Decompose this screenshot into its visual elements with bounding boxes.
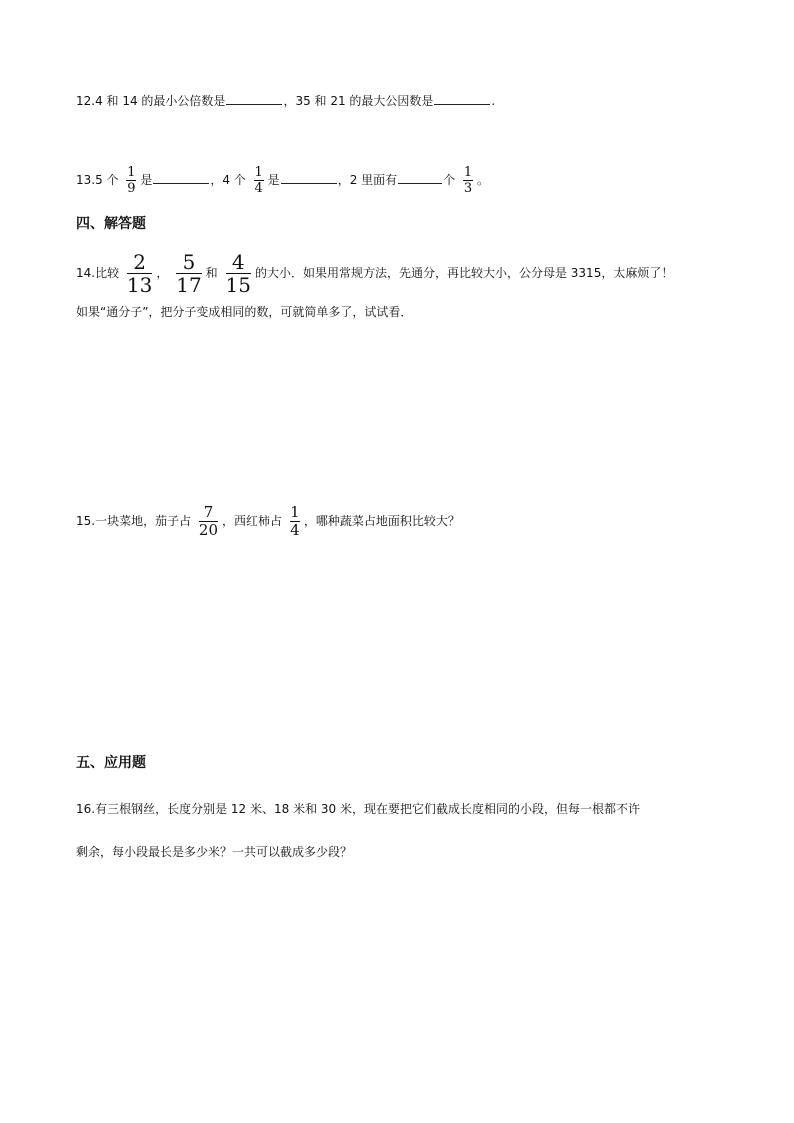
fraction [226,252,251,295]
q15-text-1: 15.一块菜地，茄子占 [76,514,192,528]
q14-separator: ， [156,266,169,280]
fraction-numerator: 5 [182,250,196,274]
question-16-line-1: 16.有三根钢丝，长度分别是 12 米、18 米和 30 米，现在要把它们截成长度相同的小段，但每一根都不许 [76,802,640,816]
q14-text-1: 14.比较 [76,266,120,280]
fraction-denominator: 4 [290,521,300,539]
fraction-numerator: 2 [133,250,147,274]
fraction-numerator: 1 [290,503,300,521]
section-heading: 四、解答题 [76,216,146,232]
question-15 [76,505,460,538]
question-12 [76,92,495,107]
fraction [290,505,300,538]
q12-text-3: . [491,94,496,108]
fraction-denominator: 17 [176,273,202,297]
answer-blank[interactable] [434,92,490,105]
fraction [126,166,136,195]
q13-text-2: 是 [140,173,153,187]
fraction [176,252,201,295]
q13-text-6: 个 [443,173,456,187]
q13-text-4: 是 [267,173,280,187]
question-14 [76,252,673,295]
fraction-denominator: 13 [126,273,153,297]
fraction [127,252,152,295]
q14-and: 和 [205,266,218,280]
answer-blank[interactable] [281,171,337,184]
question-16-line-2: 剩余，每小段最长是多少米？一共可以截成多少段？ [76,845,353,859]
fraction-denominator: 20 [198,521,219,539]
question-14-line-2: 如果“通分子”，把分子变成相同的数，可就简单多了，试试看． [76,305,413,319]
fraction-denominator: 15 [225,273,251,297]
fraction-denominator: 4 [254,181,263,196]
q12-text-2: ，35 和 21 的最大公因数是 [283,94,434,108]
fraction-denominator: 9 [127,181,136,196]
fraction-denominator: 3 [463,181,473,196]
answer-blank[interactable] [398,171,442,184]
q15-text-2: ，西红柿占 [222,514,283,528]
fraction-numerator: 7 [203,503,214,521]
answer-blank[interactable] [226,92,282,105]
fraction-numerator: 1 [127,165,136,180]
fraction [463,166,473,195]
fraction [199,505,218,538]
q14-text-2: 的大小．如果用常规方法，先通分，再比较大小，公分母是 3315，太麻烦了！ [254,266,674,280]
q13-text-7: 。 [476,173,489,187]
fraction-numerator: 1 [463,165,473,180]
answer-blank[interactable] [153,171,209,184]
q12-text-1: 12.4 和 14 的最小公倍数是 [76,94,226,108]
section-heading: 五、应用题 [76,755,146,771]
q13-text-3: ，4 个 [210,173,246,187]
fraction-numerator: 4 [231,250,245,274]
q13-text-1: 13.5 个 [76,173,119,187]
fraction-numerator: 1 [254,165,263,180]
q15-text-3: ，哪种蔬菜占地面积比较大？ [303,514,460,528]
fraction [254,166,264,195]
question-13 [76,166,489,195]
q13-text-5: ，2 里面有 [337,173,398,187]
